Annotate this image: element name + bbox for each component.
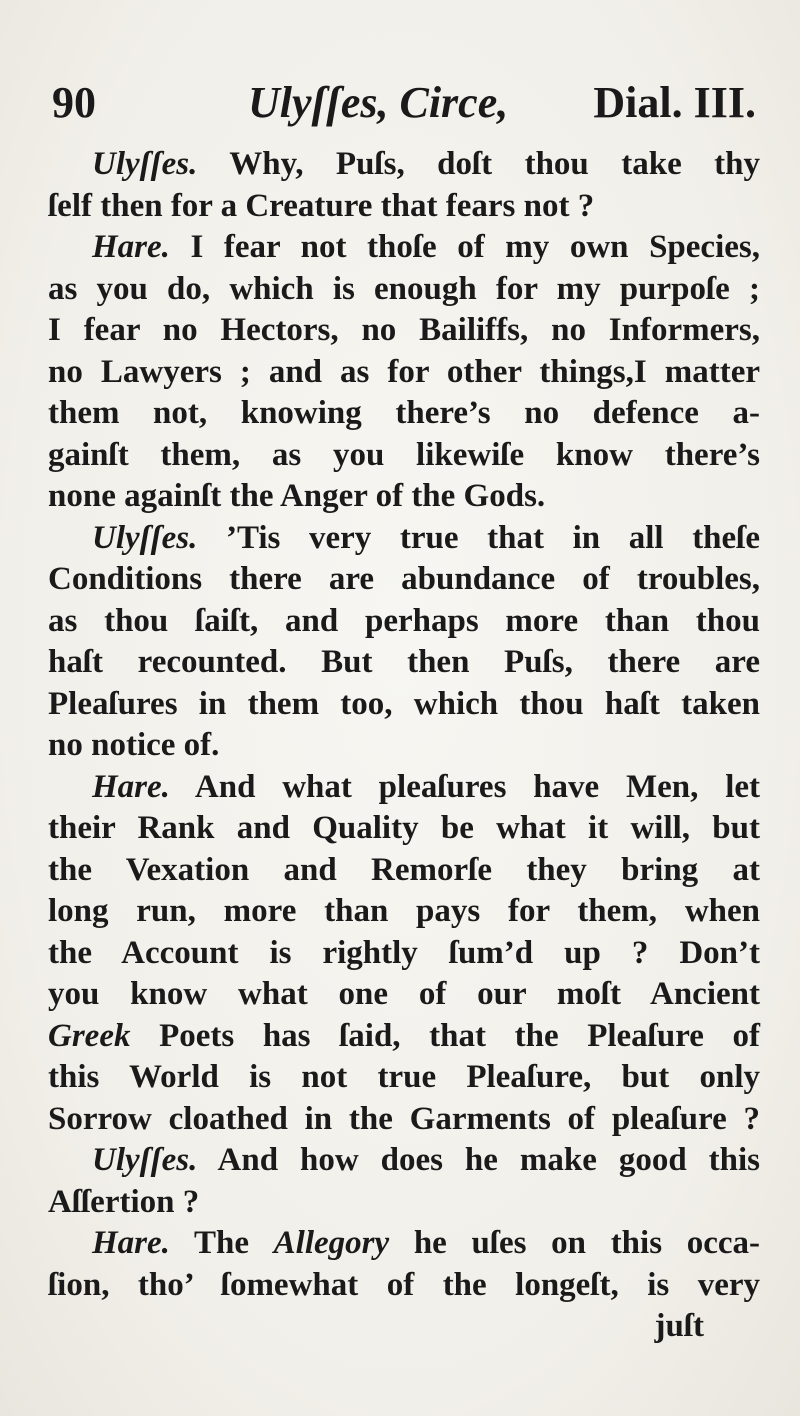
text-run: ’Tis very true that in all theſe — [197, 519, 760, 556]
text-line — [48, 518, 760, 560]
text-run: he uſes on this occa- — [389, 1225, 760, 1261]
text-line — [48, 684, 760, 726]
speaker-name: Hare. — [92, 768, 170, 805]
text-line — [48, 186, 760, 228]
text-run: And how does he make good this — [197, 1142, 760, 1178]
dialogue-number: Dial. III. — [593, 78, 756, 127]
speaker-name: Hare. — [92, 1225, 170, 1261]
text-run: none againſt the Anger of the Gods. — [48, 478, 546, 514]
text-run: the Account is rightly ſum’d up ? Don’t — [48, 934, 760, 971]
text-run: Pleaſures in them too, which thou haſt taken — [48, 685, 760, 722]
text-run: haſt recounted. But then Puſs, there are — [48, 644, 760, 680]
text-run: ſion, tho’ ſomewhat of the longeſt, is very — [48, 1266, 760, 1303]
text-line — [48, 476, 760, 518]
body-text — [48, 144, 760, 1348]
text-line — [48, 933, 760, 975]
text-run: Conditions there are abundance of troubles, — [48, 561, 760, 597]
italic-text: Greek — [48, 1017, 131, 1054]
text-run: as you do, which is enough for my purpoſe ; — [48, 270, 760, 307]
text-line — [48, 1140, 760, 1182]
text-line — [48, 850, 760, 892]
italic-text: Allegory — [273, 1225, 390, 1261]
text-run: Why, Puſs, doſt thou take thy — [197, 146, 760, 182]
text-line — [48, 1182, 760, 1224]
speaker-name: Ulyſſes. — [92, 519, 198, 556]
text-line — [48, 1016, 760, 1058]
text-line — [48, 1223, 760, 1265]
text-run: you know what one of our moſt Ancient — [48, 976, 760, 1012]
text-line — [48, 891, 760, 933]
text-line — [48, 1265, 760, 1307]
text-line — [48, 642, 760, 684]
page-number: 90 — [52, 78, 96, 127]
text-line — [48, 974, 760, 1016]
text-line — [48, 393, 760, 435]
text-run: long run, more than pays for them, when — [48, 893, 760, 929]
text-run: I fear not thoſe of my own Species, — [169, 229, 760, 265]
text-line — [48, 767, 760, 809]
text-line — [48, 310, 760, 352]
text-line — [48, 269, 760, 311]
text-run: Sorrow cloathed in the Garments of pleaſure ? — [48, 1100, 760, 1137]
text-line — [48, 601, 760, 643]
speaker-name: Ulyſſes. — [92, 1142, 198, 1178]
page-header — [48, 78, 760, 128]
text-line — [48, 435, 760, 477]
text-line — [48, 725, 760, 767]
text-run: no notice of. — [48, 727, 220, 763]
text-line — [48, 1099, 760, 1141]
text-run: gainſt them, as you likewiſe know there’s — [48, 436, 760, 473]
text-run: The — [169, 1225, 274, 1261]
text-run: no Lawyers ; and as for other things,I matter — [48, 353, 760, 390]
text-run: them not, knowing there’s no defence a- — [48, 395, 760, 431]
text-line — [48, 808, 760, 850]
text-run: Aſſertion ? — [48, 1183, 200, 1220]
catchword: juſt — [654, 1308, 704, 1344]
text-run: ſelf then for a Creature that fears not ? — [48, 187, 595, 224]
text-run: this World is not true Pleaſure, but only — [48, 1059, 760, 1095]
text-run: And what pleaſures have Men, let — [169, 768, 760, 805]
running-title: Ulyſſes, Circe, — [248, 78, 509, 127]
text-line — [48, 1057, 760, 1099]
text-line — [48, 144, 760, 186]
text-run: I fear no Hectors, no Bailiffs, no Informers, — [48, 312, 760, 348]
text-run: as thou ſaiſt, and perhaps more than thou — [48, 602, 760, 639]
text-run: their Rank and Quality be what it will, but — [48, 810, 760, 846]
speaker-name: Ulyſſes. — [92, 146, 198, 182]
text-run: the Vexation and Remorſe they bring at — [48, 851, 760, 888]
text-line — [48, 352, 760, 394]
text-line — [48, 227, 760, 269]
text-line — [48, 559, 760, 601]
speaker-name: Hare. — [92, 229, 170, 265]
text-run: Poets has ſaid, that the Pleaſure of — [130, 1017, 760, 1054]
